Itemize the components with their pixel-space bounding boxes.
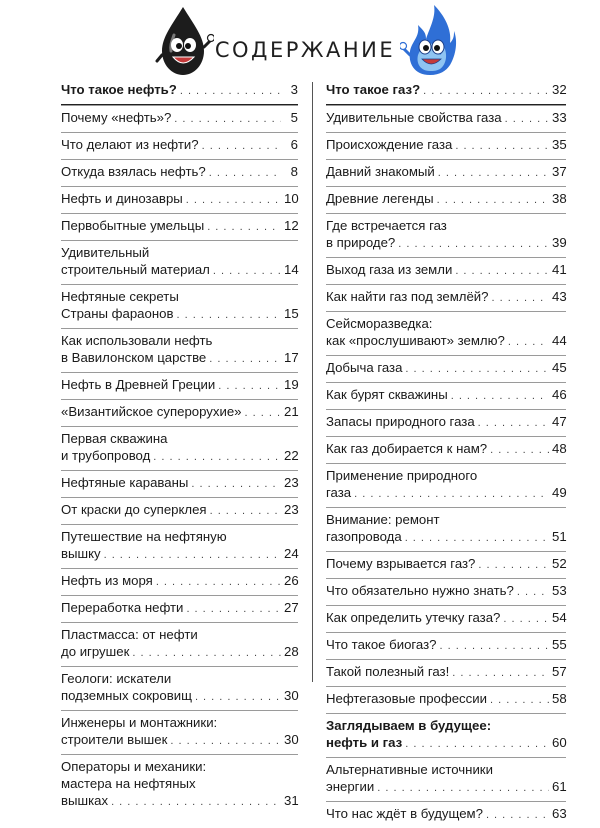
toc-entry-title: Запасы природного газа (326, 414, 475, 429)
toc-entry-title: Применение природного (326, 468, 478, 483)
toc-entry (61, 754, 298, 815)
dot-leader (438, 165, 549, 182)
toc-entry-title: Что такое газ? (326, 82, 421, 97)
toc-page-number: 31 (284, 793, 299, 808)
toc-entry-title: Что такое биогаз? (326, 637, 437, 652)
gas-flame-mascot-icon (400, 3, 462, 77)
toc-entry (61, 666, 298, 710)
toc-entry (61, 186, 298, 213)
toc-entry (61, 622, 298, 666)
dot-leader (423, 83, 549, 100)
dot-leader (170, 733, 281, 750)
toc-entry (326, 159, 566, 186)
toc-entry-title: Нефть и динозавры (61, 191, 183, 206)
dot-leader (440, 638, 550, 655)
toc-entry-title: Удивительный (61, 245, 150, 260)
toc-entry-title: Давний знакомый (326, 164, 435, 179)
dot-leader (156, 574, 281, 591)
toc-entry (326, 463, 566, 507)
dot-leader (451, 388, 549, 405)
dot-leader (455, 138, 549, 155)
toc-page-number: 58 (552, 691, 567, 706)
toc-entry-title: Выход газа из земли (326, 262, 453, 277)
dot-leader (452, 665, 549, 682)
toc-entry-title: газопровода (326, 529, 402, 544)
dot-leader (437, 192, 549, 209)
toc-entry (326, 213, 566, 257)
toc-entry-title: Первобытные умельцы (61, 218, 205, 233)
dot-leader (245, 405, 281, 422)
dot-leader (405, 736, 549, 753)
dot-leader (174, 111, 281, 128)
toc-page-number: 63 (552, 806, 567, 821)
dot-leader (207, 219, 281, 236)
dot-leader (405, 361, 549, 378)
toc-entry (326, 578, 566, 605)
toc-page-number: 3 (290, 82, 298, 97)
toc-page-number: 52 (552, 556, 567, 571)
toc-page-number: 21 (284, 404, 299, 419)
toc-page-number: 43 (552, 289, 567, 304)
toc-page-number: 5 (290, 110, 298, 125)
dot-leader (517, 584, 549, 601)
column-divider (312, 82, 313, 682)
toc-entry (326, 311, 566, 355)
toc-page-number: 14 (284, 262, 299, 277)
dot-leader (191, 476, 281, 493)
toc-entry (326, 801, 566, 828)
toc-page-number: 45 (552, 360, 567, 375)
toc-entry (326, 284, 566, 311)
toc-entry (326, 713, 566, 757)
toc-entry (326, 551, 566, 578)
dot-leader (398, 236, 549, 253)
toc-entry-title: в Вавилонском царстве (61, 350, 207, 365)
toc-entry-title: как «прослушивают» землю? (326, 333, 505, 348)
toc-entry-title: Как бурят скважины (326, 387, 448, 402)
toc-entry (61, 132, 298, 159)
dot-leader (218, 378, 281, 395)
toc-page-number: 54 (552, 610, 567, 625)
toc-entry-title: Как использовали нефть (61, 333, 213, 348)
toc-entry-title: Нефтяные караваны (61, 475, 189, 490)
toc-page-number: 10 (284, 191, 299, 206)
toc-page-number: 27 (284, 600, 299, 615)
toc-entry-title: От краски до суперклея (61, 502, 207, 517)
dot-leader (354, 486, 549, 503)
dot-leader (490, 442, 549, 459)
toc-entry (61, 595, 298, 622)
toc-page-number: 35 (552, 137, 567, 152)
toc-entry-title: Как газ добирается к нам? (326, 441, 488, 456)
toc-entry (61, 240, 298, 284)
dot-leader (104, 547, 281, 564)
toc-entry (61, 399, 298, 426)
toc-entry-title: энергии (326, 779, 375, 794)
toc-entry (326, 436, 566, 463)
dot-leader (210, 503, 281, 520)
toc-entry-title: мастера на нефтяных (61, 776, 196, 791)
toc-entry (326, 686, 566, 713)
oil-drop-mascot-icon (152, 5, 214, 77)
dot-leader (180, 83, 281, 100)
dot-leader (490, 692, 549, 709)
dot-leader (508, 334, 549, 351)
toc-page-number: 60 (552, 735, 567, 750)
toc-page-number: 38 (552, 191, 567, 206)
toc-entry-title: Нефтяные секреты (61, 289, 179, 304)
dot-leader (111, 794, 281, 811)
toc-entry-title: Что нас ждёт в будущем? (326, 806, 483, 821)
toc-entry-title: строители вышек (61, 732, 168, 747)
toc-entry-title: Сейсморазведка: (326, 316, 433, 331)
toc-entry-title: «Византийское суперорухие» (61, 404, 242, 419)
toc-page-number: 32 (552, 82, 567, 97)
toc-page-number: 30 (284, 688, 299, 703)
toc-entry-title: Нефтегазовые профессии (326, 691, 487, 706)
toc-page-number: 41 (552, 262, 567, 277)
toc-entry-title: Инженеры и монтажники: (61, 715, 218, 730)
toc-entry-title: Заглядываем в будущее: (326, 718, 492, 733)
toc-entry (326, 757, 566, 801)
toc-page-number: 49 (552, 485, 567, 500)
toc-entry-title: Происхождение газа (326, 137, 453, 152)
toc-entry-title: вышку (61, 546, 101, 561)
dot-leader (213, 263, 281, 280)
toc-entry (326, 78, 566, 105)
toc-page-number: 24 (284, 546, 299, 561)
toc-entry-title: Древние легенды (326, 191, 434, 206)
dot-leader (478, 557, 549, 574)
toc-page-number: 51 (552, 529, 567, 544)
toc-page-number: 37 (552, 164, 567, 179)
toc-entry-title: подземных сокровищ (61, 688, 192, 703)
toc-entry (326, 659, 566, 686)
dot-leader (377, 780, 549, 797)
dot-leader (492, 290, 550, 307)
toc-entry-title: Первая скважина (61, 431, 168, 446)
toc-entry-title: Нефть из моря (61, 573, 153, 588)
toc-page-number: 28 (284, 644, 299, 659)
toc-entry (326, 132, 566, 159)
toc-entry (326, 382, 566, 409)
dot-leader (132, 645, 281, 662)
toc-entry-title: Где встречается газ (326, 218, 447, 233)
toc-entry-title: Страны фараонов (61, 306, 174, 321)
toc-entry-title: газа (326, 485, 352, 500)
dot-leader (486, 807, 549, 824)
toc-entry (326, 355, 566, 382)
toc-column-oil (61, 78, 298, 815)
toc-entry (61, 710, 298, 754)
toc-entry (61, 284, 298, 328)
dot-leader (209, 351, 281, 368)
toc-entry-title: Что обязательно нужно знать? (326, 583, 514, 598)
dot-leader (209, 165, 281, 182)
toc-entry-title: Нефть в Древней Греции (61, 377, 216, 392)
toc-entry-title: Почему «нефть»? (61, 110, 172, 125)
toc-entry-title: Что такое нефть? (61, 82, 177, 97)
dot-leader (195, 689, 281, 706)
toc-entry (326, 105, 566, 132)
dot-leader (505, 111, 549, 128)
toc-page-number: 23 (284, 502, 299, 517)
toc-entry-title: Как найти газ под землёй? (326, 289, 489, 304)
toc-page-number: 22 (284, 448, 299, 463)
toc-page-number: 46 (552, 387, 567, 402)
toc-entry-title: Откуда взялась нефть? (61, 164, 206, 179)
toc-entry-title: Удивительные свойства газа (326, 110, 502, 125)
toc-entry-title: Геологи: искатели (61, 671, 172, 686)
dot-leader (153, 449, 281, 466)
toc-entry-title: нефть и газ (326, 735, 403, 750)
toc-page-number: 53 (552, 583, 567, 598)
dot-leader (455, 263, 549, 280)
toc-entry-title: Альтернативные источники (326, 762, 493, 777)
toc-page-number: 44 (552, 333, 567, 348)
toc-page-number: 19 (284, 377, 299, 392)
toc-page-number: 47 (552, 414, 567, 429)
toc-entry-title: до игрушек (61, 644, 130, 659)
toc-entry-title: Пластмасса: от нефти (61, 627, 198, 642)
toc-entry-title: вышках (61, 793, 109, 808)
toc-page-number: 17 (284, 350, 299, 365)
toc-entry (61, 372, 298, 399)
toc-page-number: 39 (552, 235, 567, 250)
toc-entry-title: Как определить утечку газа? (326, 610, 501, 625)
toc-column-gas (326, 78, 566, 828)
toc-entry (61, 159, 298, 186)
toc-page-number: 6 (290, 137, 298, 152)
toc-page-number: 57 (552, 664, 567, 679)
toc-entry-title: Путешествие на нефтяную (61, 529, 227, 544)
toc-page-number: 26 (284, 573, 299, 588)
toc-page-number: 8 (290, 164, 298, 179)
dot-leader (405, 530, 549, 547)
dot-leader (202, 138, 281, 155)
toc-entry (326, 257, 566, 284)
toc-page-number: 33 (552, 110, 567, 125)
toc-entry-title: Внимание: ремонт (326, 512, 440, 527)
toc-entry (326, 632, 566, 659)
dot-leader (478, 415, 549, 432)
toc-entry-title: Переработка нефти (61, 600, 184, 615)
toc-entry-title: Добыча газа (326, 360, 403, 375)
toc-page-number: 61 (552, 779, 567, 794)
toc-page-number: 15 (284, 306, 299, 321)
toc-entry (61, 105, 298, 132)
toc-entry (61, 426, 298, 470)
toc-entry (61, 328, 298, 372)
toc-entry (326, 507, 566, 551)
toc-entry-title: Операторы и механики: (61, 759, 207, 774)
toc-page-number: 48 (552, 441, 567, 456)
toc-entry-title: Такой полезный газ! (326, 664, 450, 679)
dot-leader (176, 307, 281, 324)
toc-page-number: 12 (284, 218, 299, 233)
toc-page-number: 55 (552, 637, 567, 652)
toc-entry-title: строительный материал (61, 262, 210, 277)
toc-entry (61, 497, 298, 524)
toc-entry (326, 605, 566, 632)
toc-entry (61, 470, 298, 497)
toc-page-number: 30 (284, 732, 299, 747)
toc-entry (326, 186, 566, 213)
toc-entry (61, 568, 298, 595)
page-header (0, 0, 600, 78)
toc-entry-title: Что делают из нефти? (61, 137, 199, 152)
page-title: СОДЕРЖАНИЕ (214, 38, 396, 62)
toc-entry (61, 78, 298, 105)
toc-entry-title: в природе? (326, 235, 396, 250)
toc-entry-title: и трубопровод (61, 448, 151, 463)
toc-entry-title: Почему взрывается газ? (326, 556, 476, 571)
dot-leader (186, 601, 281, 618)
toc-entry (61, 213, 298, 240)
dot-leader (503, 611, 549, 628)
toc-page-number: 23 (284, 475, 299, 490)
dot-leader (186, 192, 281, 209)
toc-entry (326, 409, 566, 436)
toc-entry (61, 524, 298, 568)
